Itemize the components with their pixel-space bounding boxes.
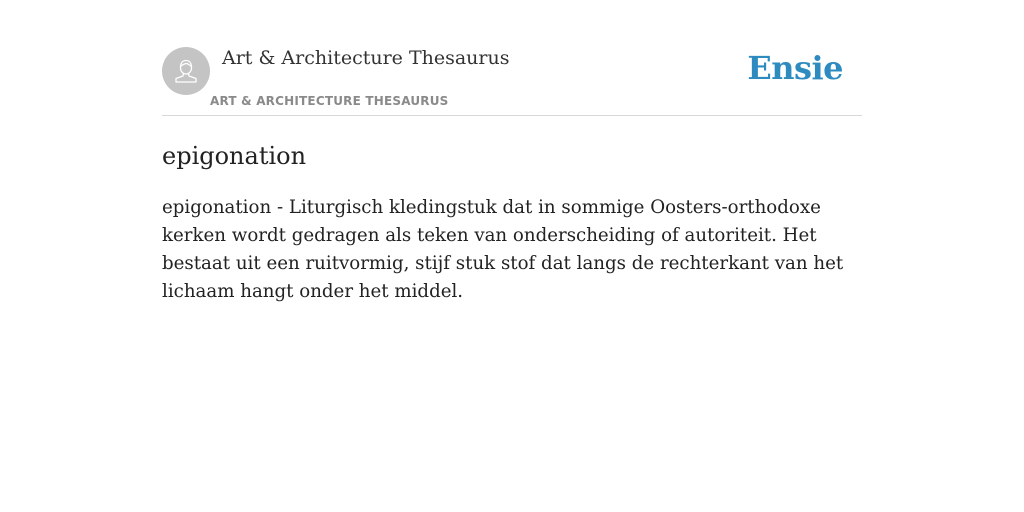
entry-definition: epigonation - Liturgisch kledingstuk dat in sommige Oosters-orthodoxe kerken wordt gedragen als teken van onderscheiding of autoriteit. Het bestaat uit een ruitvormig, stijf stuk stof dat langs de rechterkant van het lichaam hangt onder het middel. bbox=[162, 197, 844, 302]
ensie-logo[interactable]: Ensie bbox=[747, 49, 843, 87]
source-avatar[interactable] bbox=[162, 47, 210, 95]
entry-header bbox=[162, 0, 862, 116]
source-subtitle: ART & ARCHITECTURE THESAURUS bbox=[210, 94, 449, 108]
source-title[interactable]: Art & Architecture Thesaurus bbox=[222, 47, 510, 69]
entry-term: epigonation bbox=[162, 142, 307, 170]
page-container bbox=[162, 0, 862, 306]
user-icon bbox=[171, 56, 201, 86]
